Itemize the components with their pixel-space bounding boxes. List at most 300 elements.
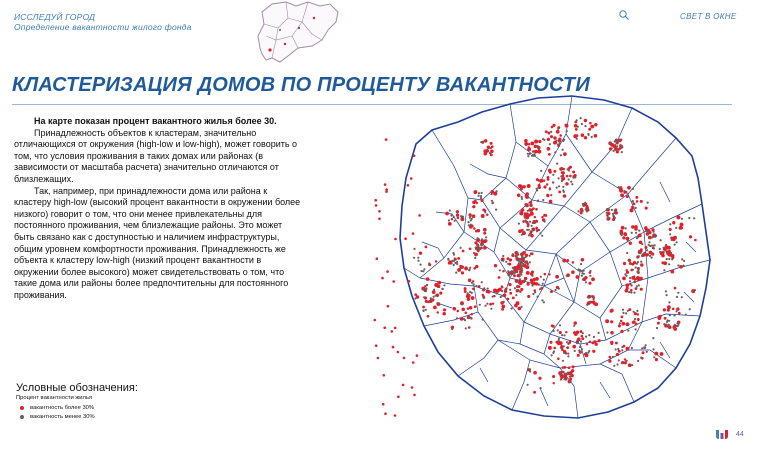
low-vacancy-point [519,263,521,265]
low-vacancy-point [612,356,614,358]
low-vacancy-point [426,284,428,286]
high-vacancy-point [404,237,407,240]
low-vacancy-point [442,288,444,290]
high-vacancy-point [576,275,580,279]
low-vacancy-point [668,258,670,260]
high-vacancy-point [634,278,637,281]
high-vacancy-point [679,265,683,269]
high-vacancy-point [533,371,537,375]
low-vacancy-point [660,239,662,241]
high-vacancy-point [620,193,624,197]
project-name: ИССЛЕДУЙ ГОРОД [14,12,96,22]
low-vacancy-point [569,376,571,378]
low-vacancy-point [417,260,419,262]
low-vacancy-point [470,224,472,226]
high-vacancy-point [562,366,565,369]
high-vacancy-point [629,262,632,265]
low-vacancy-point [631,284,633,286]
high-vacancy-point [664,317,667,320]
low-vacancy-point [473,283,475,285]
high-vacancy-point [669,228,672,231]
high-vacancy-point [472,288,475,291]
high-vacancy-point [609,147,612,150]
low-vacancy-point [636,285,638,287]
high-vacancy-point [534,150,538,154]
low-vacancy-point [585,336,587,338]
low-vacancy-point [563,191,565,193]
low-vacancy-point [581,348,583,350]
high-vacancy-point [618,350,621,353]
low-vacancy-point [485,236,487,238]
high-vacancy-point [562,259,566,263]
low-vacancy-point [517,281,519,283]
high-vacancy-point [553,382,555,384]
low-vacancy-point [453,264,455,266]
low-vacancy-point [579,346,581,348]
low-vacancy-point [585,208,587,210]
low-vacancy-point [610,143,612,145]
low-vacancy-point [529,370,531,372]
high-vacancy-point [462,250,465,253]
low-vacancy-point [588,301,590,303]
low-vacancy-point [453,254,455,256]
low-vacancy-point [644,347,646,349]
high-vacancy-point [374,319,377,322]
low-vacancy-point [556,187,558,189]
low-vacancy-point [577,126,579,128]
high-vacancy-point [626,322,630,326]
low-vacancy-point [588,134,590,136]
low-vacancy-point [627,330,629,332]
low-vacancy-point [606,212,608,214]
low-vacancy-point [649,236,651,238]
high-vacancy-point [619,188,623,192]
low-vacancy-point [529,261,531,263]
low-vacancy-point [563,378,565,380]
low-vacancy-point [556,163,558,165]
low-vacancy-point [561,371,563,373]
low-vacancy-point [527,196,529,198]
low-vacancy-point [633,311,635,313]
low-vacancy-point [542,283,544,285]
high-vacancy-point [375,204,378,207]
high-vacancy-point [566,259,569,262]
low-vacancy-point [566,341,568,343]
high-vacancy-point [435,260,437,262]
intro-paragraph-1: Принадлежность объектов к кластерам, значительно отличающихся от окружения (high-low и low-high), может говорить о том, что условия проживания в таких домах или районах (в зависимости от масштаба расчета) значительно отличаются от близлежащих. [14,127,298,184]
low-vacancy-point [425,287,427,289]
low-vacancy-point [504,289,506,291]
high-vacancy-point [566,175,569,178]
low-vacancy-point [509,271,511,273]
low-vacancy-point [629,260,631,262]
high-vacancy-point [644,227,647,230]
high-vacancy-point [383,326,386,329]
low-vacancy-point [541,299,543,301]
low-vacancy-point [480,195,482,197]
high-vacancy-point [382,403,385,406]
high-vacancy-point [528,146,531,149]
low-vacancy-point [456,263,458,265]
high-vacancy-point [472,214,476,218]
low-vacancy-point [557,329,559,331]
project-subtitle: Определение вакантности жилого фонда [14,22,192,32]
low-vacancy-point [453,216,455,218]
high-vacancy-point [512,296,515,299]
high-vacancy-point [526,271,530,275]
high-vacancy-point [676,215,680,219]
low-vacancy-point [606,208,608,210]
low-vacancy-point [417,257,419,259]
low-vacancy-point [648,241,650,243]
high-vacancy-point [416,354,419,357]
low-vacancy-point [540,170,542,172]
low-vacancy-point [489,152,491,154]
low-vacancy-point [537,200,539,202]
low-vacancy-point [422,270,424,272]
high-vacancy-point [391,330,394,333]
low-vacancy-point [621,151,623,153]
high-vacancy-point [569,175,572,178]
low-vacancy-point [617,348,619,350]
high-vacancy-point [584,136,587,139]
search-icon[interactable] [618,9,630,21]
high-vacancy-point [680,223,684,227]
low-vacancy-point [554,137,556,139]
high-vacancy-point [411,386,414,389]
high-vacancy-point [626,271,629,274]
low-vacancy-point [487,288,489,290]
high-vacancy-point [672,221,675,224]
low-vacancy-point [589,275,591,277]
high-vacancy-point [623,232,627,236]
high-vacancy-point [562,171,565,174]
low-vacancy-point [557,128,559,130]
low-vacancy-point [518,273,520,275]
high-vacancy-point [464,290,467,293]
high-vacancy-point [468,326,471,329]
low-vacancy-point [478,192,480,194]
low-vacancy-point [428,262,430,264]
low-vacancy-point [638,269,640,271]
high-vacancy-point [470,313,473,316]
low-vacancy-point [453,260,455,262]
high-vacancy-point [437,281,441,285]
high-vacancy-point [481,214,485,218]
high-vacancy-point [565,124,569,128]
high-vacancy-points [374,119,697,417]
high-vacancy-point [595,343,598,346]
low-vacancy-point [693,217,695,219]
high-vacancy-point [413,155,416,158]
high-vacancy-point [387,305,390,308]
low-vacancy-point [527,155,529,157]
low-vacancy-point [414,297,416,299]
low-vacancy-point [561,167,563,169]
low-vacancy-point [646,351,648,353]
high-vacancy-point [457,310,460,313]
high-vacancy-point [508,283,511,286]
high-vacancy-point [553,141,556,144]
high-vacancy-point [654,352,658,356]
low-vacancy-point [608,217,610,219]
low-vacancy-point [527,384,529,386]
low-vacancy-point [435,295,437,297]
low-vacancy-point [471,292,473,294]
low-vacancy-point [540,387,542,389]
low-vacancy-point [433,296,435,298]
low-vacancy-point [460,247,462,249]
low-vacancy-point [626,360,628,362]
low-vacancy-point [581,275,583,277]
low-vacancy-point [667,326,669,328]
low-vacancy-point [583,270,585,272]
high-vacancy-point [427,315,430,318]
high-vacancy-point [558,190,561,193]
low-vacancy-point [656,327,658,329]
overview-map [252,0,352,70]
high-vacancy-point [545,130,548,133]
high-vacancy-point [637,318,640,321]
low-vacancy-point [671,258,673,260]
high-vacancy-point [543,185,546,188]
low-vacancy-point [549,143,551,145]
low-vacancy-point [471,218,473,220]
low-vacancy-point [552,182,554,184]
high-vacancy-point [548,169,552,173]
low-vacancy-point [570,181,572,183]
high-vacancy-point [394,238,397,241]
low-vacancy-point [650,245,652,247]
high-vacancy-point [523,185,526,188]
high-vacancy-point [581,337,584,340]
low-vacancy-point [629,277,631,279]
low-vacancy-point [665,245,667,247]
high-vacancy-point [581,258,585,262]
low-vacancy-point [629,280,631,282]
low-vacancy-point [531,155,533,157]
high-vacancy-point [559,134,562,137]
intro-lead: На карте показан процент вакантного жилья более 30. [34,116,277,126]
high-vacancy-point [467,298,470,301]
low-vacancy-point [481,192,483,194]
low-vacancy-point [468,224,470,226]
low-vacancy-point [469,215,471,217]
low-vacancy-point [581,123,583,125]
low-vacancy-point [519,278,521,280]
low-vacancy-point [683,265,685,267]
low-vacancy-point [578,349,580,351]
low-vacancy-point [638,284,640,286]
low-vacancy-point [492,296,494,298]
high-vacancy-point [625,283,629,287]
high-vacancy-point [543,214,546,217]
high-vacancy-point [661,254,665,258]
low-vacancy-point [627,310,629,312]
high-vacancy-point [538,140,541,143]
low-vacancy-point [514,252,516,254]
high-vacancy-point [640,277,643,280]
high-vacancy-point [494,264,497,267]
high-vacancy-point [392,280,395,283]
low-vacancy-point [483,287,485,289]
low-vacancy-point [562,360,564,362]
high-vacancy-point [502,270,505,273]
low-vacancy-point [552,174,554,176]
high-vacancy-point [640,200,643,203]
low-vacancy-point [539,232,541,234]
low-vacancy-point [521,306,523,308]
low-vacancy-point [640,357,642,359]
high-vacancy-point [622,277,626,281]
low-vacancy-point [562,149,564,151]
high-vacancy-point [549,341,552,344]
high-vacancy-point [385,138,388,141]
high-vacancy-point [635,323,638,326]
high-vacancy-point [498,276,501,279]
low-vacancy-point [615,138,617,140]
low-vacancy-point [490,193,492,195]
low-vacancy-point [537,145,539,147]
low-vacancy-point [598,332,600,334]
low-vacancy-point [477,248,479,250]
low-vacancy-point [450,214,452,216]
low-vacancy-point [584,125,586,127]
high-vacancy-point [635,196,638,199]
low-vacancy-point [495,209,497,211]
low-vacancy-point [538,284,540,286]
high-vacancy-point [414,293,417,296]
high-vacancy-point [433,306,437,310]
low-vacancy-point [637,360,639,362]
low-vacancy-point [554,289,556,291]
low-vacancy-point [482,243,484,245]
high-vacancy-point [520,212,523,215]
high-vacancy-point [378,217,381,220]
high-vacancy-point [397,351,400,354]
low-vacancy-point [653,247,655,249]
low-vacancy-point [550,131,552,133]
high-vacancy-point [572,171,575,174]
low-vacancy-point [520,253,522,255]
low-vacancy-point [470,318,472,320]
high-vacancy-point [565,331,567,333]
low-vacancy-point [563,352,565,354]
low-vacancy-point [501,285,503,287]
low-vacancy-point [675,227,677,229]
low-vacancy-point [461,303,463,305]
high-vacancy-point [573,321,576,324]
low-vacancy-point [632,200,634,202]
low-vacancy-point [462,216,464,218]
high-vacancy-point [547,176,550,179]
low-vacancy-point [585,352,587,354]
high-vacancy-point [544,273,547,276]
low-vacancy-point [558,288,560,290]
high-vacancy-point [439,292,442,295]
high-vacancy-point [623,262,626,265]
low-vacancy-point [587,296,589,298]
low-vacancy-point [519,268,521,270]
high-vacancy-point [514,304,518,308]
low-vacancy-point [527,224,529,226]
low-vacancy-point [550,194,552,196]
low-vacancy-point [529,255,531,257]
high-vacancy-point [392,346,395,349]
low-vacancy-point [646,249,648,251]
high-vacancy-point [618,324,621,327]
low-vacancy-point [634,318,636,320]
low-vacancy-point [467,221,469,223]
low-vacancy-point [688,217,690,219]
high-vacancy-point [378,210,381,213]
low-vacancy-point [451,328,453,330]
high-vacancy-point [673,326,676,329]
low-vacancy-point [521,196,523,198]
high-vacancy-point [640,250,643,253]
low-vacancy-point [638,255,640,257]
low-vacancy-point [615,210,617,212]
low-vacancy-point [631,232,633,234]
high-vacancy-point [572,345,576,349]
low-vacancy-point [635,266,637,268]
low-vacancy-point [507,263,509,265]
low-vacancy-point [425,309,427,311]
low-vacancy-point [681,218,683,220]
low-vacancy-point [509,289,511,291]
low-vacancy-point [477,237,479,239]
legend-label-high: вакантность более 30% [30,405,95,411]
low-vacancy-point [481,281,483,283]
low-vacancy-point [582,210,584,212]
high-vacancy-point [492,302,494,304]
low-vacancy-point [641,254,643,256]
low-vacancy-point [518,223,520,225]
high-vacancy-point [553,347,556,350]
low-vacancy-point [616,141,618,143]
low-vacancy-point [481,238,483,240]
high-vacancy-point [531,270,534,273]
high-vacancy-point [581,133,585,137]
low-vacancy-point [473,252,475,254]
high-vacancy-point [560,345,563,348]
legend-swatch-low [20,415,24,419]
low-vacancy-point [526,229,528,231]
high-vacancy-point [577,354,580,357]
high-vacancy-point [460,317,464,321]
high-vacancy-point [528,214,531,217]
low-vacancy-point [576,119,578,121]
low-vacancy-point [568,178,570,180]
low-vacancy-point [554,151,556,153]
high-vacancy-point [576,331,579,334]
low-vacancy-point [532,222,534,224]
page-number: 44 [736,431,744,438]
high-vacancy-point [422,306,425,309]
low-vacancy-point [503,301,505,303]
low-vacancy-point [677,264,679,266]
low-vacancy-point [560,378,562,380]
low-vacancy-point [551,354,553,356]
low-vacancy-point [534,154,536,156]
low-vacancy-point [433,289,435,291]
high-vacancy-point [566,346,569,349]
legend-subtitle: Процент вакантности жилья [16,395,93,401]
low-vacancy-point [654,236,656,238]
high-vacancy-point [518,229,522,233]
low-vacancy-point [666,294,668,296]
high-vacancy-point [548,273,550,275]
